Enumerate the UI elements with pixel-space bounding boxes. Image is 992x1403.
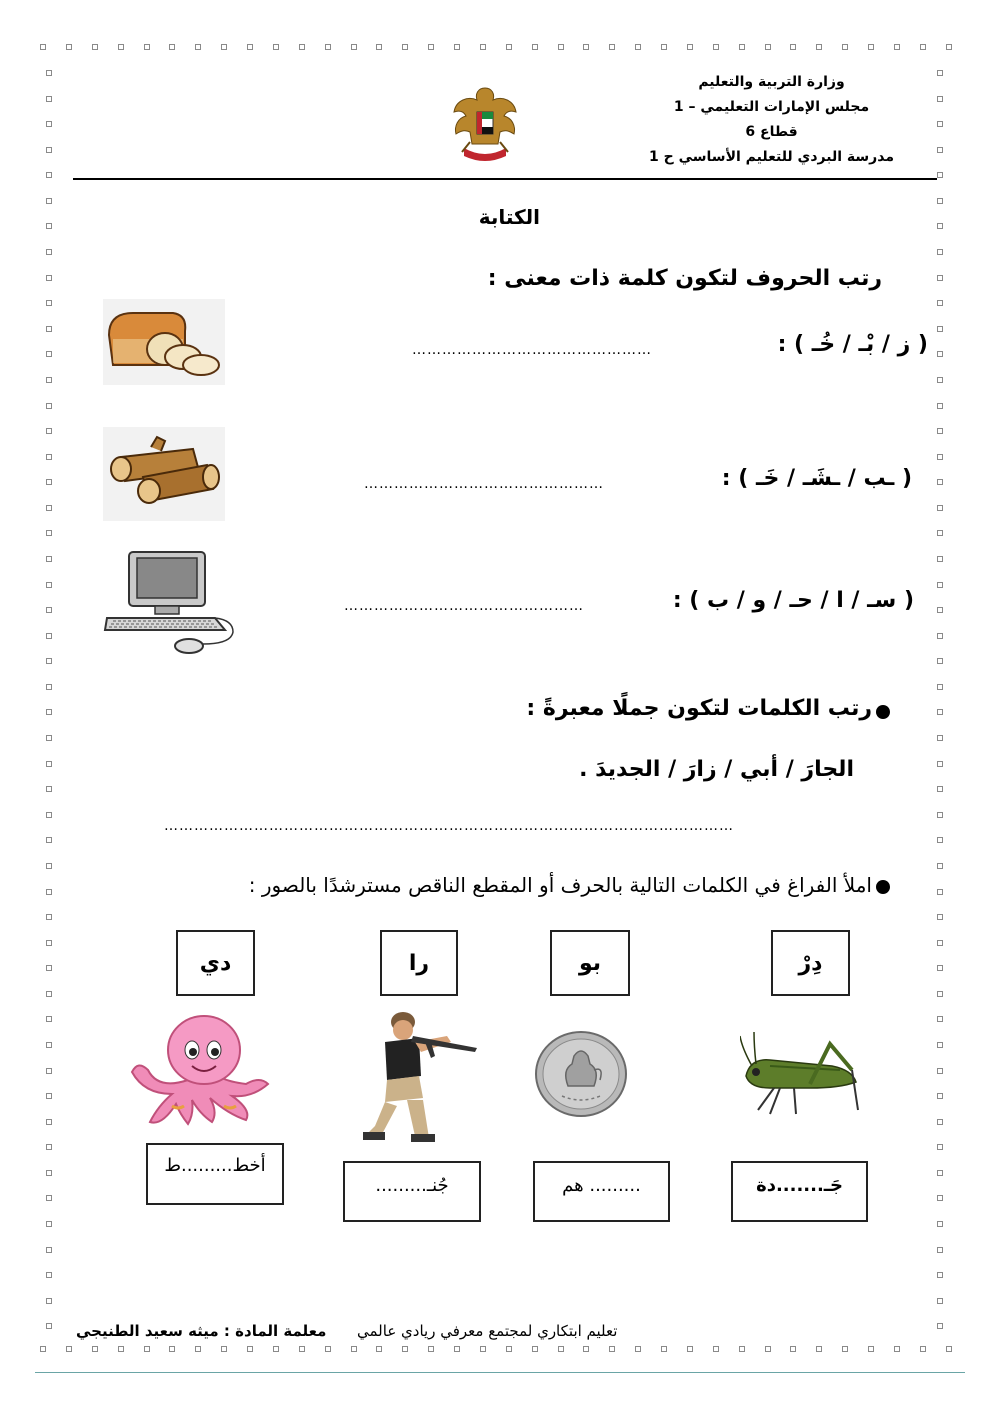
border-square (946, 44, 952, 50)
border-square (937, 249, 943, 255)
border-top (40, 44, 952, 54)
border-square (46, 198, 52, 204)
item3-answer-blank[interactable]: ………………………………………… (344, 598, 584, 614)
syllable-box: دي (176, 930, 255, 996)
border-square (46, 70, 52, 76)
fill-word-box[interactable]: جُنـ......... (343, 1161, 481, 1222)
border-square (376, 1346, 382, 1352)
border-square (583, 1346, 589, 1352)
border-square (46, 1247, 52, 1253)
border-square (46, 658, 52, 664)
border-square (46, 121, 52, 127)
border-bottom (40, 1346, 952, 1356)
border-square (376, 44, 382, 50)
border-square (46, 684, 52, 690)
border-square (937, 403, 943, 409)
border-square (937, 198, 943, 204)
border-square (46, 1144, 52, 1150)
border-square (506, 44, 512, 50)
border-square (937, 505, 943, 511)
border-square (937, 940, 943, 946)
border-square (428, 1346, 434, 1352)
school-header (649, 70, 894, 170)
border-square (937, 121, 943, 127)
page-title: الكتابة (478, 205, 540, 229)
border-square (842, 1346, 848, 1352)
border-square (937, 607, 943, 613)
border-square (937, 1170, 943, 1176)
border-square (937, 223, 943, 229)
border-square (46, 812, 52, 818)
border-square (937, 351, 943, 357)
octopus-picture (128, 1010, 280, 1128)
border-square (937, 1323, 943, 1329)
border-square (92, 1346, 98, 1352)
border-square (937, 556, 943, 562)
border-square (402, 44, 408, 50)
border-square (937, 991, 943, 997)
border-square (816, 44, 822, 50)
border-square (46, 735, 52, 741)
border-square (46, 633, 52, 639)
border-square (937, 1093, 943, 1099)
border-square (765, 44, 771, 50)
border-square (46, 479, 52, 485)
border-square (937, 1144, 943, 1150)
border-square (937, 1298, 943, 1304)
border-square (46, 147, 52, 153)
border-square (66, 44, 72, 50)
section2-instruction: رتب الكلمات لتكون جملًا معبرةً : (526, 696, 872, 721)
border-square (532, 1346, 538, 1352)
item2-answer-blank[interactable]: ………………………………………… (364, 476, 604, 492)
soldier-picture (355, 1006, 479, 1146)
border-left (46, 70, 56, 1330)
border-square (920, 1346, 926, 1352)
border-square (46, 172, 52, 178)
item1-letters: ( ز / بْـ / خُـ ) : (777, 332, 928, 357)
border-square (46, 607, 52, 613)
border-square (937, 428, 943, 434)
border-square (454, 44, 460, 50)
header-divider (73, 178, 937, 180)
border-square (920, 44, 926, 50)
border-square (46, 377, 52, 383)
border-square (46, 96, 52, 102)
border-square (609, 44, 615, 50)
border-square (937, 96, 943, 102)
border-square (46, 223, 52, 229)
bullet-icon (876, 880, 890, 894)
border-square (46, 1221, 52, 1227)
border-square (46, 556, 52, 562)
border-square (868, 1346, 874, 1352)
border-square (937, 658, 943, 664)
border-square (937, 172, 943, 178)
border-square (937, 1119, 943, 1125)
border-square (46, 914, 52, 920)
border-square (937, 965, 943, 971)
border-square (937, 1042, 943, 1048)
border-square (46, 709, 52, 715)
border-square (247, 44, 253, 50)
border-square (739, 1346, 745, 1352)
border-square (739, 44, 745, 50)
border-square (46, 1068, 52, 1074)
syllable-box: بو (550, 930, 630, 996)
border-square (46, 991, 52, 997)
border-square (558, 44, 564, 50)
border-square (937, 326, 943, 332)
border-square (937, 1247, 943, 1253)
border-square (937, 863, 943, 869)
border-square (46, 428, 52, 434)
border-right (937, 70, 947, 1330)
border-square (635, 1346, 641, 1352)
border-square (583, 44, 589, 50)
coin-picture (534, 1030, 628, 1118)
border-square (46, 786, 52, 792)
border-square (195, 44, 201, 50)
border-square (221, 1346, 227, 1352)
border-square (816, 1346, 822, 1352)
section3-instruction: املأ الفراغ في الكلمات التالية بالحرف أو المقطع الناقص مسترشدًا بالصور : (248, 873, 872, 897)
border-square (46, 1093, 52, 1099)
border-square (299, 1346, 305, 1352)
border-square (480, 1346, 486, 1352)
border-square (144, 1346, 150, 1352)
border-square (946, 1346, 952, 1352)
section1-instruction: رتب الحروف لتكون كلمة ذات معنى : (487, 266, 882, 291)
fill-word-box[interactable]: ......... هم (533, 1161, 670, 1222)
border-square (506, 1346, 512, 1352)
border-square (937, 684, 943, 690)
border-square (351, 1346, 357, 1352)
border-square (46, 940, 52, 946)
border-square (46, 863, 52, 869)
border-square (46, 1170, 52, 1176)
fill-word-box[interactable]: أخط.........ط (146, 1143, 284, 1205)
border-square (765, 1346, 771, 1352)
border-square (40, 44, 46, 50)
border-square (937, 275, 943, 281)
item1-answer-blank[interactable]: ………………………………………… (412, 342, 652, 358)
border-square (842, 44, 848, 50)
computer-picture (103, 548, 238, 656)
header-line-4: مدرسة البردي للتعليم الأساسي ح 1 (649, 149, 894, 165)
border-square (661, 1346, 667, 1352)
border-square (937, 582, 943, 588)
border-square (66, 1346, 72, 1352)
footer-divider (35, 1372, 965, 1373)
border-square (46, 351, 52, 357)
border-square (402, 1346, 408, 1352)
border-square (661, 44, 667, 50)
border-square (46, 1195, 52, 1201)
border-square (937, 1016, 943, 1022)
border-square (609, 1346, 615, 1352)
border-square (937, 889, 943, 895)
border-square (428, 44, 434, 50)
fill-word-box[interactable]: جَـ.......دة (731, 1161, 868, 1222)
border-square (46, 889, 52, 895)
header-line-3: قطاع 6 (745, 124, 798, 140)
bullet-icon (876, 705, 890, 719)
border-square (40, 1346, 46, 1352)
border-square (46, 1323, 52, 1329)
border-square (46, 965, 52, 971)
border-square (937, 1195, 943, 1201)
border-square (247, 1346, 253, 1352)
syllable-box: را (380, 930, 458, 996)
border-square (937, 70, 943, 76)
syllable-box: دِرْ (771, 930, 850, 996)
border-square (480, 44, 486, 50)
border-square (46, 300, 52, 306)
border-square (46, 403, 52, 409)
border-square (937, 530, 943, 536)
border-square (46, 454, 52, 460)
border-square (46, 275, 52, 281)
border-square (937, 786, 943, 792)
border-square (299, 44, 305, 50)
border-square (937, 300, 943, 306)
border-square (325, 44, 331, 50)
border-square (687, 44, 693, 50)
border-square (144, 44, 150, 50)
border-square (713, 44, 719, 50)
item3-letters: ( سـ / ا / حـ / و / ب ) : (672, 588, 914, 613)
border-square (937, 735, 943, 741)
firewood-picture (103, 427, 225, 521)
border-square (351, 44, 357, 50)
border-square (635, 44, 641, 50)
section2-answer-line[interactable]: …………………………………………………………………………………………………… (164, 818, 734, 834)
border-square (46, 1016, 52, 1022)
border-square (937, 479, 943, 485)
border-square (46, 249, 52, 255)
footer-motto: تعليم ابتكاري لمجتمع معرفي ريادي عالمي (357, 1322, 618, 1340)
border-square (46, 326, 52, 332)
border-square (195, 1346, 201, 1352)
border-square (46, 1272, 52, 1278)
border-square (790, 44, 796, 50)
border-square (937, 761, 943, 767)
border-square (937, 812, 943, 818)
border-square (169, 44, 175, 50)
item2-letters: ( ـب / ـشَـ / خَـ ) : (721, 466, 912, 491)
section2-words: الجارَ / أبي / زارَ / الجديدَ . (579, 757, 854, 782)
border-square (532, 44, 538, 50)
border-square (937, 1221, 943, 1227)
border-square (937, 1272, 943, 1278)
border-square (46, 1042, 52, 1048)
border-square (790, 1346, 796, 1352)
header-line-1: وزارة التربية والتعليم (698, 74, 845, 90)
border-square (325, 1346, 331, 1352)
border-square (937, 1068, 943, 1074)
border-square (46, 505, 52, 511)
border-square (454, 1346, 460, 1352)
border-square (92, 44, 98, 50)
border-square (937, 914, 943, 920)
border-square (713, 1346, 719, 1352)
border-square (46, 761, 52, 767)
uae-emblem-icon (450, 82, 520, 168)
border-square (937, 837, 943, 843)
border-square (937, 147, 943, 153)
border-square (894, 1346, 900, 1352)
border-square (221, 44, 227, 50)
border-square (937, 633, 943, 639)
border-square (937, 377, 943, 383)
border-square (46, 530, 52, 536)
border-square (46, 1119, 52, 1125)
bread-picture (103, 299, 225, 385)
border-square (273, 1346, 279, 1352)
border-square (169, 1346, 175, 1352)
grasshopper-picture (740, 1030, 862, 1116)
border-square (687, 1346, 693, 1352)
border-square (937, 709, 943, 715)
border-square (894, 44, 900, 50)
footer-teacher: معلمة المادة : ميثه سعيد الطنيجي (76, 1322, 327, 1340)
border-square (46, 837, 52, 843)
border-square (937, 454, 943, 460)
border-square (273, 44, 279, 50)
border-square (868, 44, 874, 50)
border-square (118, 1346, 124, 1352)
border-square (118, 44, 124, 50)
border-square (46, 582, 52, 588)
border-square (558, 1346, 564, 1352)
border-square (46, 1298, 52, 1304)
header-line-2: مجلس الإمارات التعليمي – 1 (673, 99, 870, 115)
